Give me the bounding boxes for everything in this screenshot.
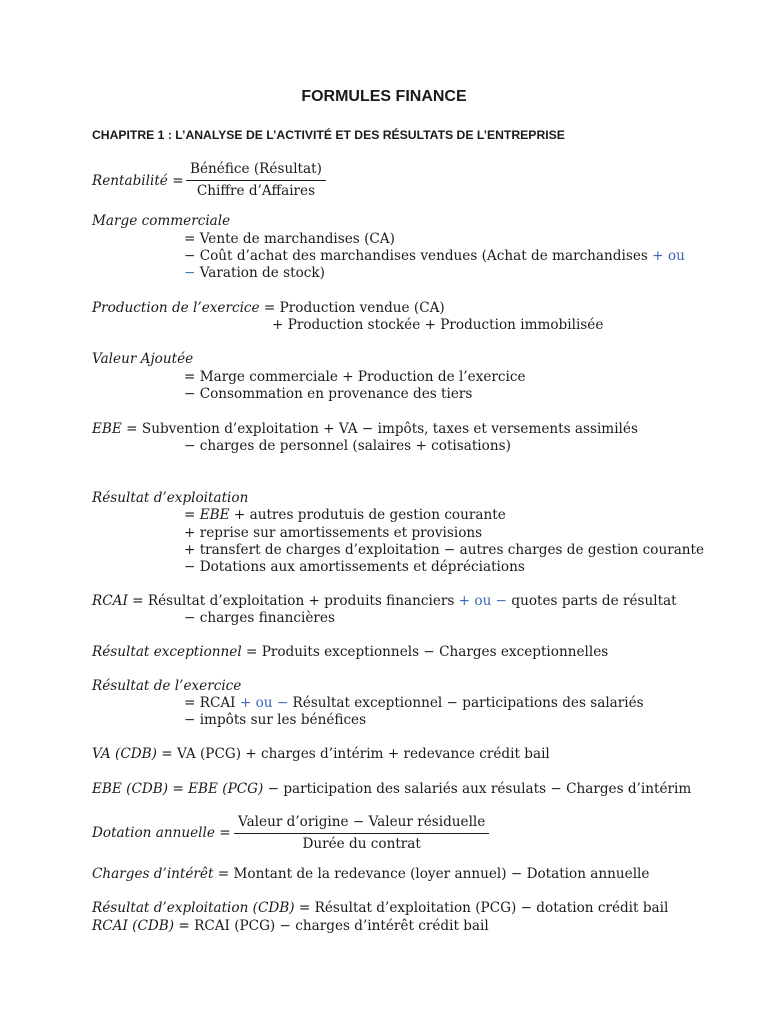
rexer-line-1-text: Résultat exceptionnel − participations des salariés bbox=[288, 695, 644, 711]
dotation-label: Dotation annuelle bbox=[92, 825, 215, 841]
rexc-line-1-text: = Produits exceptionnels − Charges exceptionnelles bbox=[241, 644, 609, 660]
ebe-label: EBE bbox=[92, 421, 122, 437]
rcai-plus-ou-moins: + ou − bbox=[458, 593, 508, 609]
rexer-line-2: − impôts sur les bénéfices bbox=[184, 712, 367, 728]
marge-line-2-text: − Coût d’achat des marchandises vendues (Achat de marchandises bbox=[184, 248, 653, 264]
rentabilite-formula bbox=[92, 173, 184, 190]
ebe-line-1-text: = Subvention d’exploitation + VA − impôts, taxes et versements assimilés bbox=[121, 421, 638, 437]
production-line-2: + Production stockée + Production immobilisée bbox=[272, 317, 604, 333]
rcai-line-1-end: quotes parts de résultat bbox=[507, 593, 677, 609]
rcaicdb-line-text: = RCAI (PCG) − charges d’intérêt crédit bail bbox=[174, 918, 489, 934]
ebecdb-label: EBE (CDB) bbox=[92, 781, 169, 797]
rentabilite-numerator: Bénéfice (Résultat) bbox=[186, 161, 326, 181]
rexpl-eq: = bbox=[184, 507, 200, 523]
rentabilite-fraction bbox=[186, 161, 326, 200]
dotation-formula bbox=[92, 825, 231, 842]
rcai-line-2: − charges financières bbox=[184, 610, 335, 626]
ebecdb-line bbox=[92, 781, 691, 798]
dotation-denominator: Durée du contrat bbox=[302, 836, 421, 852]
marge-line-3-text: Varation de stock) bbox=[195, 265, 325, 281]
rexpl-ebe: EBE bbox=[199, 507, 230, 523]
ebe-line-1 bbox=[92, 421, 638, 438]
rexplcdb-line-text: = Résultat d’exploitation (PCG) − dotation crédit bail bbox=[294, 900, 669, 916]
rexpl-line-1-text: + autres produtuis de gestion courante bbox=[229, 507, 506, 523]
rexplcdb-label: Résultat d’exploitation (CDB) bbox=[92, 900, 295, 916]
rcai-line-1 bbox=[92, 593, 677, 610]
rcai-line-1-text: = Résultat d’exploitation + produits financiers bbox=[127, 593, 459, 609]
rexer-line-1 bbox=[184, 695, 644, 712]
dotation-numerator: Valeur d’origine − Valeur résiduelle bbox=[234, 814, 489, 834]
rcaicdb-line bbox=[92, 918, 489, 935]
interet-label: Charges d’intérêt bbox=[92, 866, 214, 882]
chapter-heading: CHAPITRE 1 : L’ANALYSE DE L’ACTIVITÉ ET DES RÉSULTATS DE L’ENTREPRISE bbox=[92, 128, 565, 142]
page-title: FORMULES FINANCE bbox=[301, 88, 467, 105]
vacdb-line-text: = VA (PCG) + charges d’intérim + redevance crédit bail bbox=[156, 746, 550, 762]
rexc-label: Résultat exceptionnel bbox=[92, 644, 242, 660]
rentabilite-label: Rentabilité bbox=[92, 173, 168, 189]
rexpl-line-3: + transfert de charges d’exploitation − autres charges de gestion courante bbox=[184, 542, 705, 558]
vacdb-label: VA (CDB) bbox=[92, 746, 157, 762]
rexpl-line-1 bbox=[184, 507, 506, 524]
rexpl-line-4: − Dotations aux amortissements et dépréciations bbox=[184, 559, 525, 575]
rexpl-label: Résultat d’exploitation bbox=[92, 490, 249, 506]
va-line-1: = Marge commerciale + Production de l’exercice bbox=[184, 369, 526, 385]
marge-line-2 bbox=[184, 248, 685, 265]
dotation-equals: = bbox=[219, 825, 231, 841]
rexer-label: Résultat de l’exercice bbox=[92, 678, 242, 694]
rexer-plus-ou-moins: + ou − bbox=[239, 695, 289, 711]
rcai-label: RCAI bbox=[92, 593, 128, 609]
dotation-fraction bbox=[234, 814, 489, 853]
production-label: Production de l’exercice bbox=[92, 300, 260, 316]
rexc-line-1 bbox=[92, 644, 608, 661]
rentabilite-denominator: Chiffre d’Affaires bbox=[196, 183, 316, 199]
vacdb-line bbox=[92, 746, 550, 763]
marge-line-1: = Vente de marchandises (CA) bbox=[184, 231, 395, 247]
rexplcdb-line bbox=[92, 900, 668, 917]
rexer-line-1-start: = RCAI bbox=[184, 695, 240, 711]
marge-plus-ou: + ou bbox=[652, 248, 685, 264]
production-line-1-text: = Production vendue (CA) bbox=[259, 300, 445, 316]
interet-line bbox=[92, 866, 649, 883]
production-line-1 bbox=[92, 300, 445, 317]
va-label: Valeur Ajoutée bbox=[92, 351, 194, 367]
ebecdb-line-text: − participation des salariés aux résulats − Charges d’intérim bbox=[263, 781, 692, 797]
va-line-2: − Consommation en provenance des tiers bbox=[184, 386, 473, 402]
rentabilite-equals: = bbox=[172, 173, 184, 189]
ebecdb-label-pcg: EBE (PCG) bbox=[188, 781, 264, 797]
interet-line-text: = Montant de la redevance (loyer annuel) − Dotation annuelle bbox=[213, 866, 650, 882]
marge-minus: − bbox=[184, 265, 196, 281]
marge-line-3 bbox=[184, 265, 325, 282]
ebecdb-equals: = bbox=[168, 781, 189, 797]
rexpl-line-2: + reprise sur amortissements et provisions bbox=[184, 525, 483, 541]
ebe-line-2: − charges de personnel (salaires + cotisations) bbox=[184, 438, 511, 454]
marge-label: Marge commerciale bbox=[92, 213, 231, 229]
rcaicdb-label: RCAI (CDB) bbox=[92, 918, 175, 934]
